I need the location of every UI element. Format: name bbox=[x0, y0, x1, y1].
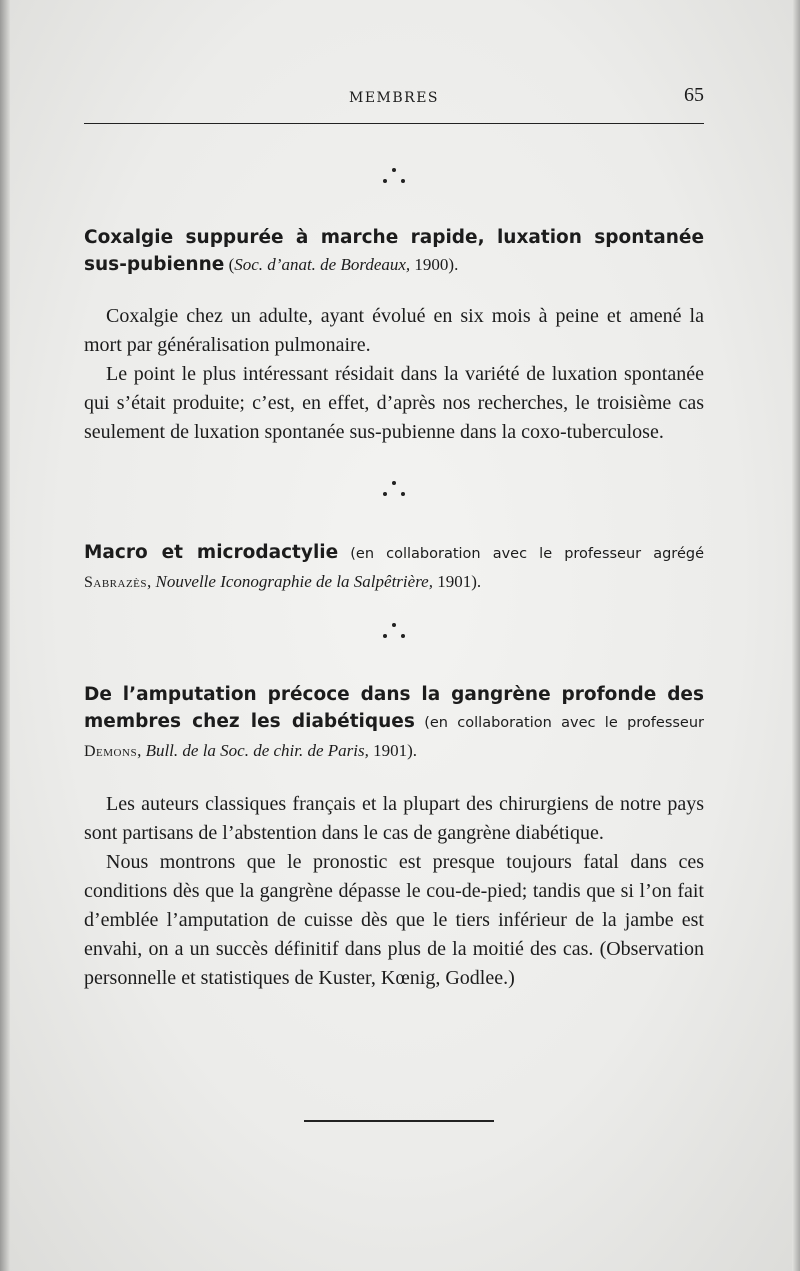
page-edge-right bbox=[792, 0, 800, 1271]
page-number: 65 bbox=[684, 84, 704, 106]
asterism-ornament bbox=[84, 160, 704, 204]
header-rule bbox=[84, 123, 704, 124]
entry-title-coxalgie bbox=[84, 224, 704, 278]
entry-title-text: Macro et microdactylie bbox=[84, 542, 339, 563]
entry-title-text: De l’amputation précoce dans la gangrène profonde des membres chez les diabétiques bbox=[84, 684, 704, 732]
entry-reference: (Soc. d’anat. de Bordeaux, 1900). bbox=[224, 255, 459, 274]
entry-reference: (en collaboration avec le professeur agrégé Sabrazès, Nouvelle Iconographie de la Salpêtrière, 1901). bbox=[84, 546, 705, 591]
asterism-ornament bbox=[84, 473, 704, 517]
running-title: MEMBRES bbox=[348, 90, 440, 106]
entry-title-text: Coxalgie suppurée à marche rapide, luxation spontanée sus-pubienne bbox=[84, 227, 704, 275]
page-header bbox=[84, 84, 704, 114]
paragraph: Le point le plus intéressant résidait dans la variété de luxation spontanée qui s’était produite; c’est, en effet, d’après nos recherches, le troisième cas seulement de luxation spontanée sus-pubienne dans la coxo-tuberculose. bbox=[84, 363, 704, 443]
page-edge-left bbox=[0, 0, 10, 1271]
entry-title-amputation bbox=[84, 681, 704, 766]
paragraph: Nous montrons que le pronostic est presque toujours fatal dans ces conditions dès que la gangrène dépasse le cou-de-pied; tandis que si l’on fait d’emblée l’amputation de cuisse dès que le tiers inférieur de la jambe est envahi, on a un succès définitif dans plus de la moitié des cas. (Observation personnelle et statistiques de Kuster, Kœnig, Godlee.) bbox=[84, 851, 704, 989]
entry-reference: (en collaboration avec le professeur Demons, Bull. de la Soc. de chir. de Paris, 1901). bbox=[84, 715, 704, 760]
paragraph: Les auteurs classiques français et la plupart des chirurgiens de notre pays sont partisans de l’abstention dans le cas de gangrène diabétique. bbox=[84, 793, 704, 844]
asterism-ornament bbox=[84, 615, 704, 659]
end-rule bbox=[304, 1120, 494, 1122]
entry-title-macrodactylie bbox=[84, 539, 704, 597]
paragraph: Coxalgie chez un adulte, ayant évolué en six mois à peine et amené la mort par généralisation pulmonaire. bbox=[84, 305, 704, 356]
page-content bbox=[84, 160, 704, 993]
